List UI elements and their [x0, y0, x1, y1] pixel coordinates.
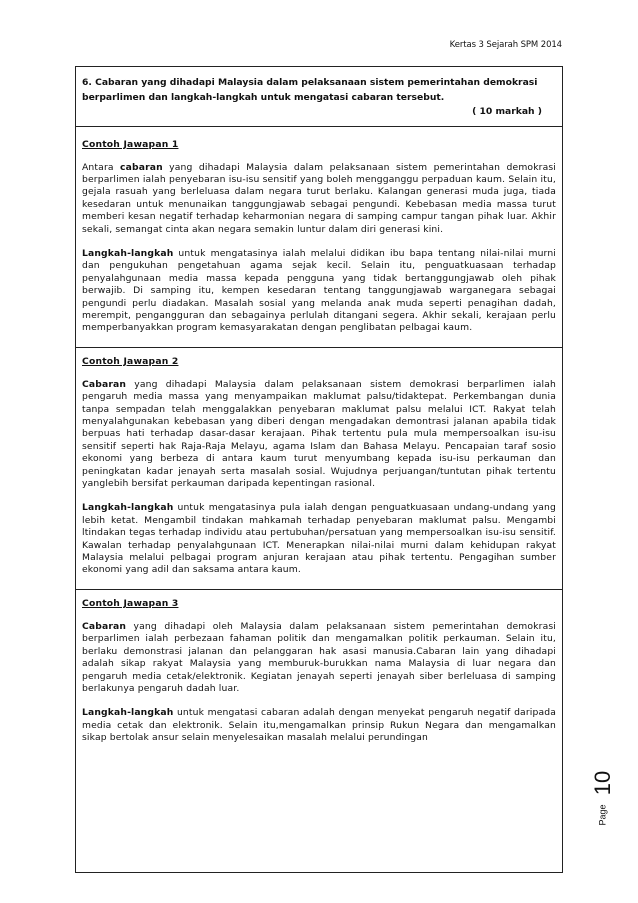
answer-box — [75, 66, 563, 873]
answer-2-challenge-keyword: Cabaran — [82, 378, 127, 390]
divider — [76, 347, 562, 348]
answer-3-heading: Contoh Jawapan 3 — [82, 597, 179, 609]
answer-2-heading: Contoh Jawapan 2 — [82, 355, 179, 367]
page-word: Page — [598, 804, 608, 826]
answer-3-steps-paragraph — [82, 707, 556, 744]
answer-2-challenge-paragraph — [82, 379, 556, 491]
page-number: 10 — [590, 770, 615, 796]
answer-3-steps-keyword: Langkah-langkah — [82, 707, 174, 719]
answer-1-heading: Contoh Jawapan 1 — [82, 138, 179, 150]
page-number-label — [588, 770, 618, 826]
answer-1-challenge-text: yang dihadapi Malaysia dalam pelaksanaan sistem pemerintahan demokrasi berparlimen ialah penyebaran isu-isu sensitif yang boleh mengganggu perpaduan kaum. Selain itu, gejala rasuah yang berleluasa dalam negara turut berlaku. Kalangan generasi muda juga, tiada kesedaran untuk menunaikan tanggungjawab sebagai pengundi. Kebebasan media massa turut memberi kesan negatif terhadap keharmonian negara di samping campur tangan pihak luar. Akhir sekali, semangat cinta akan negara semakin luntur dalam diri generasi kini. — [82, 161, 557, 235]
document-header: Kertas 3 Sejarah SPM 2014 — [449, 40, 562, 50]
answer-2-steps-keyword: Langkah-langkah — [82, 502, 174, 514]
answer-1-challenge-paragraph — [82, 162, 556, 236]
answer-1-steps-text: untuk mengatasinya ialah melalui didikan ibu bapa tentang nilai-nilai murni dan pengukuhan pengetahuan agama sejak kecil. Selain itu, penguatkuasaan terhadap penyalahgunaan media massa kepada pengguna yang tidak bertanggungjawab oleh pihak berwajib. Di samping itu, kempen kesedaran tentang tanggungjawab warganegara sebagai pengundi perlu diadakan. Masalah sosial yang melanda anak muda seperti penagihan dadah, merempit, pengangguran dan sebagainya perlulah ditangani segera. Akhir sekali, kerajaan perlu memperbanyakkan program kemasyarakatan dengan penglibatan pelbagai kaum. — [82, 247, 556, 334]
answer-3-challenge-keyword: Cabaran — [82, 620, 127, 632]
answer-1-steps-paragraph — [82, 248, 556, 335]
answer-2-challenge-text: yang dihadapi Malaysia dalam pelaksanaan sistem demokrasi berparlimen ialah pengaruh media massa yang menyampaikan maklumat palsu/tidaktepat. Perkembangan dunia tanpa sempadan telah menggalakkan penyebaran maklumat palsu melalui ICT. Rakyat telah menyalahgunakan kebebasan yang diberi dengan mengadakan demontrasi jalanan apabila tidak berpuas hati terhadap dasar-dasar kerajaan. Pihak tertentu pula mula mempersoalkan isu-isu sensitif seperti hak Raja-Raja Melayu, agama Islam dan Bahasa Melayu. Pencapaian taraf sosio ekonomi yang berbeza di antara kaum turut menyumbang kepada isu-isu perkauman dan peningkatan kadar jenayah serta masalah sosial. Wujudnya perjuangan/tuntutan pihak tertentu yanglebih bersifat perkauman daripada kepentingan rasional. — [82, 378, 556, 490]
question-text: 6. Cabaran yang dihadapi Malaysia dalam pelaksanaan sistem pemerintahan demokrasi berparlimen dan langkah-langkah untuk mengatasi cabaran tersebut. — [82, 77, 538, 103]
question-marks: ( 10 markah ) — [472, 106, 542, 117]
answer-3-challenge-text: yang dihadapi oleh Malaysia dalam pelaksanaan sistem pemerintahan demokrasi berparlimen ialah perbezaan fahaman politik dan mengamalkan politik perkauman. Selain itu, berlaku demonstrasi jalanan dan pelanggaran hak asasi manusia.Cabaran lain yang dihadapi adalah sikap rakyat Malaysia yang memburuk-burukkan nama Malaysia di luar negara dan pengaruh media cetak/elektronik. Kegiatan jenayah seperti jenayah siber berleluasa di samping berlakunya pengaruh dadah luar. — [82, 620, 556, 694]
answer-3-challenge-paragraph — [82, 621, 556, 695]
answer-1-challenge-keyword: cabaran — [120, 161, 163, 173]
question-block — [76, 67, 562, 127]
answer-3-steps-text: untuk mengatasi cabaran adalah dengan menyekat pengaruh negatif daripada media cetak dan elektronik. Selain itu,mengamalkan prinsip Rukun Negara dan mengamalkan sikap bertolak ansur selain menyelesaikan masalah melalui perundingan — [82, 707, 556, 744]
answer-1-lead: Antara — [82, 161, 121, 173]
answer-2-steps-paragraph — [82, 502, 556, 576]
answer-1-steps-keyword: Langkah-langkah — [82, 247, 174, 259]
answers-content — [76, 127, 562, 745]
divider — [76, 589, 562, 590]
answer-2-steps-text: untuk mengatasinya pula ialah dengan penguatkuasaan undang-undang yang lebih ketat. Mengambil tindakan mahkamah terhadap penyebaran maklumat palsu. Mengambi ltindakan tegas terhadap individu atau pertubuhan/persatuan yang mempersoalkan isu-isu sensitif. Kawalan terhadap penyalahgunaan ICT. Menerapkan nilai-nilai murni dalam kehidupan rakyat Malaysia melalui pelbagai program anjuran kerajaan atau pihak tertentu. Pengagihan sumber ekonomi yang adil dan saksama antara kaum. — [82, 502, 556, 576]
